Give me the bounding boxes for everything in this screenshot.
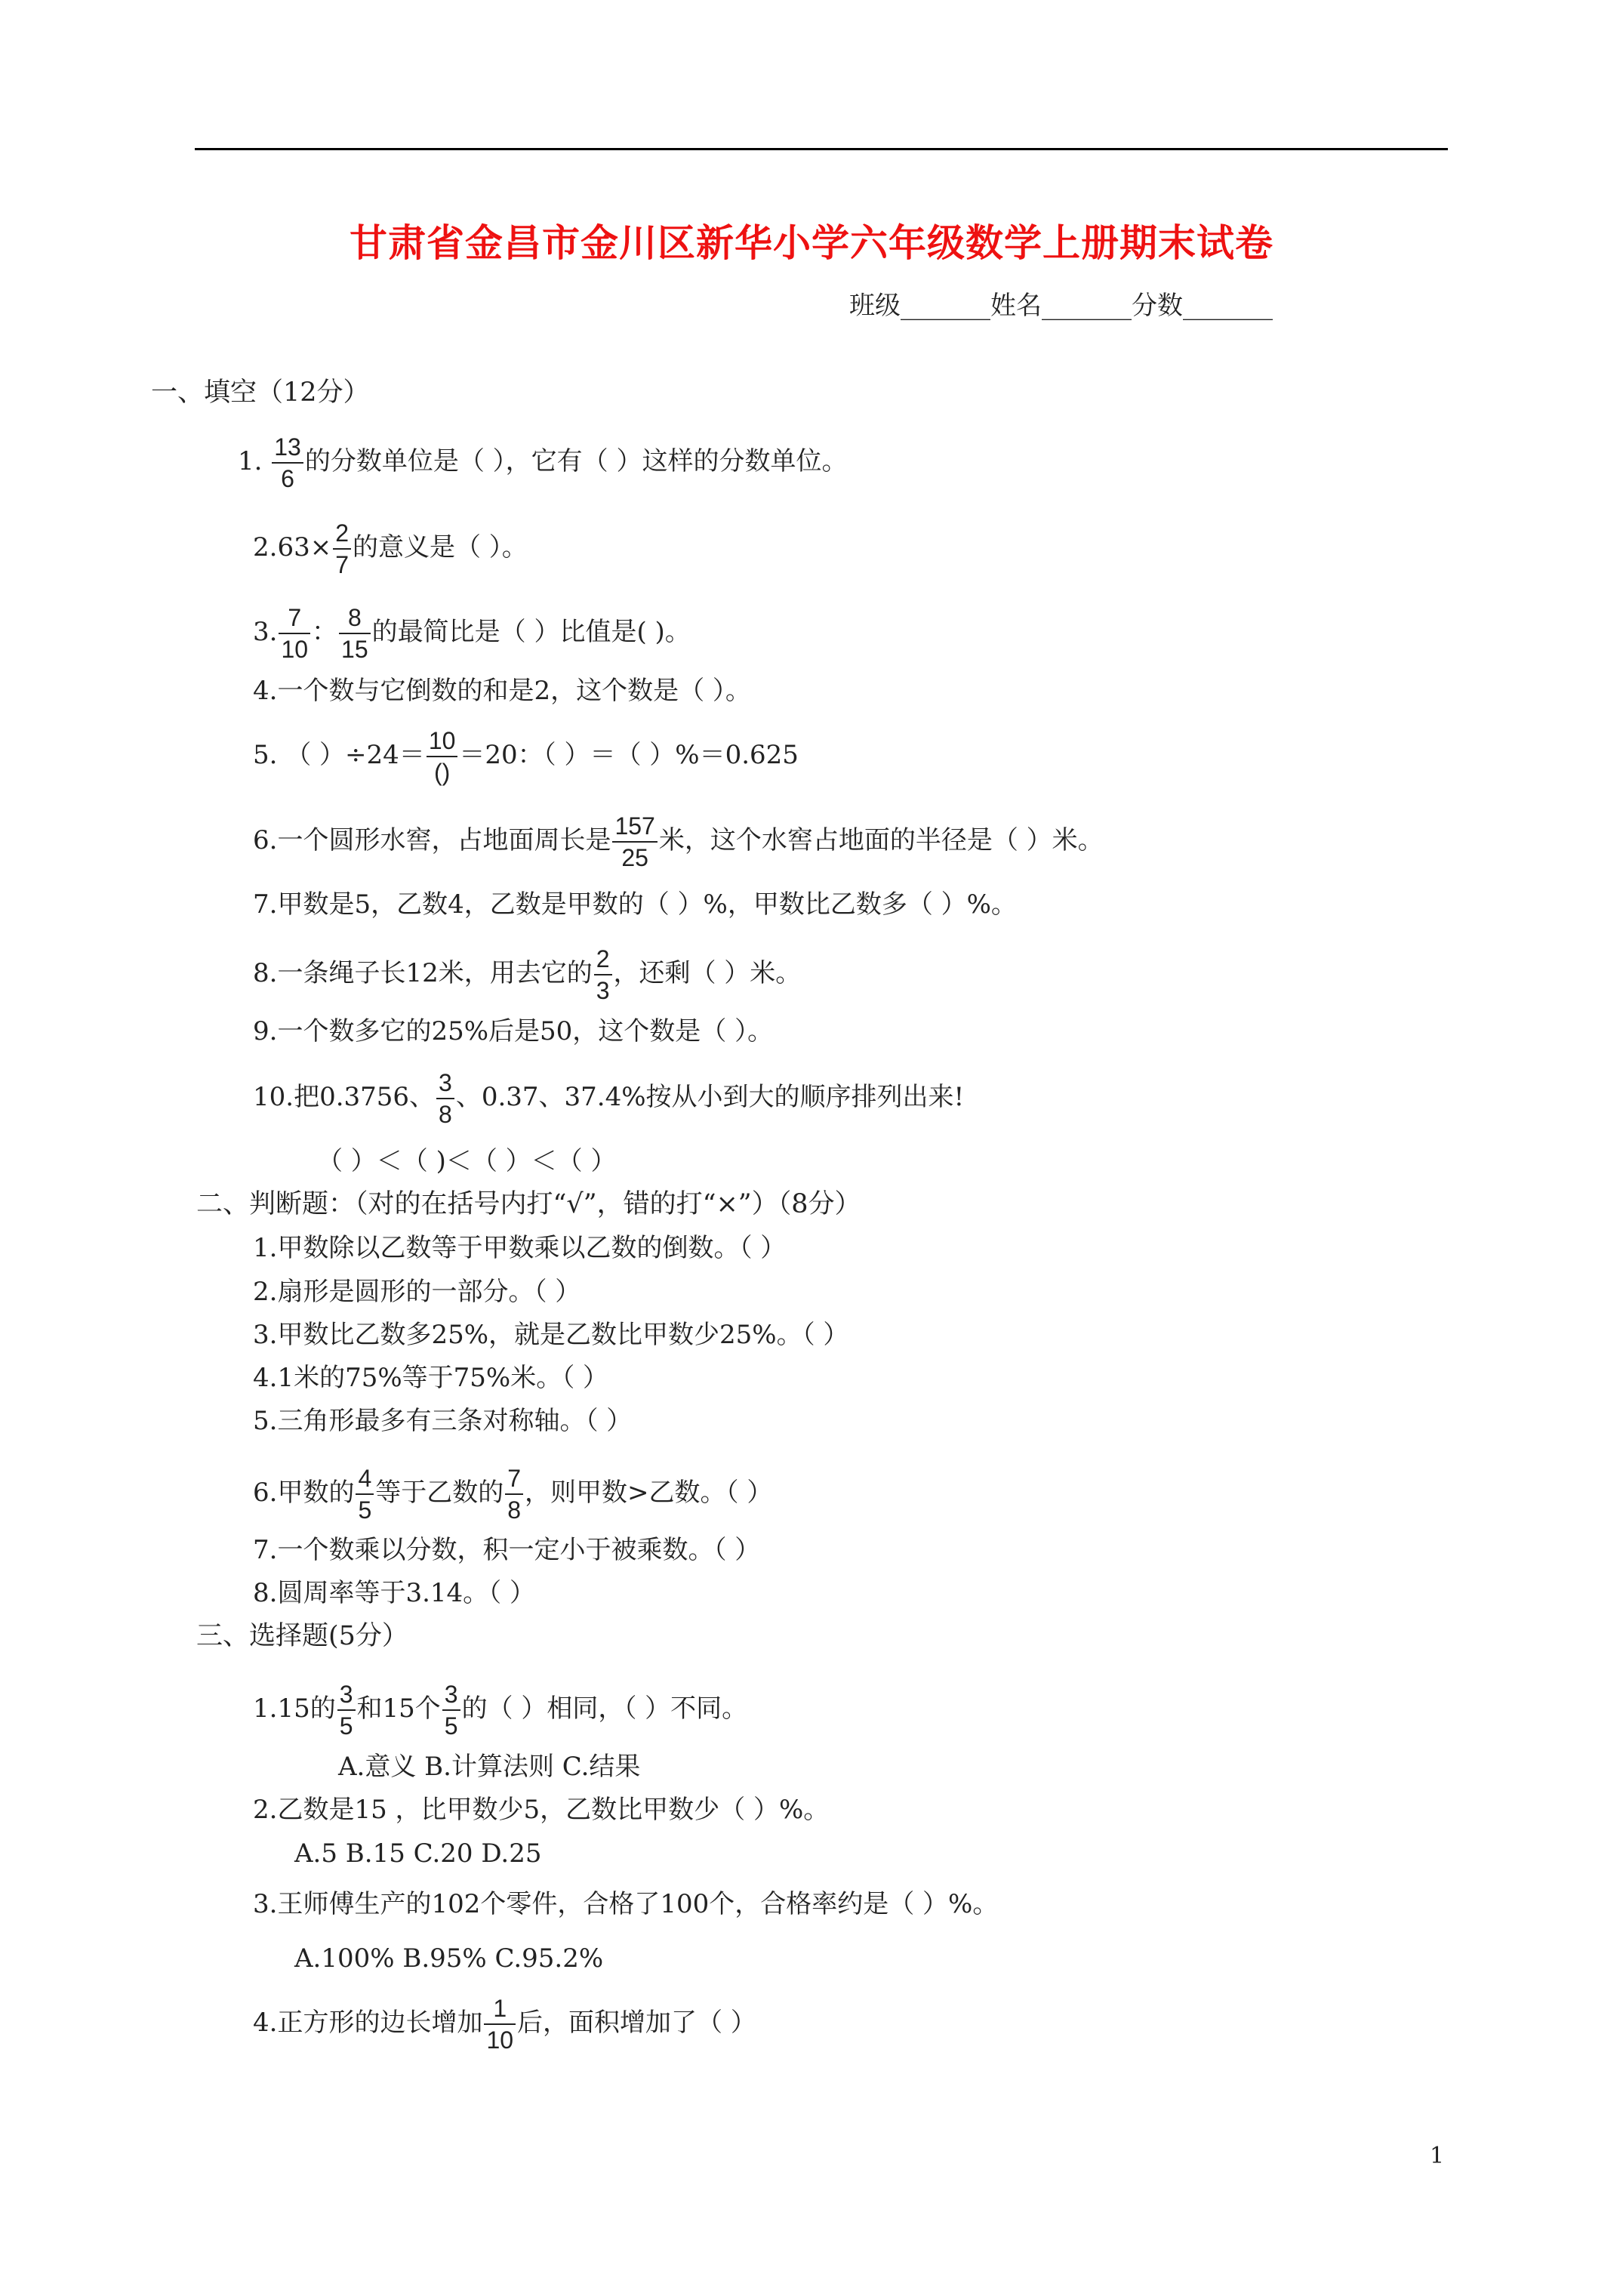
s3-question-4: 4.正方形的边长增加 $\frac{1}{10}$ 后，面积增加了（ ） [253, 1995, 756, 2054]
fraction: $\frac{3}{5}$ [442, 1682, 460, 1738]
s1-question-10-answer-line: （ ）＜（ )＜（ ）＜（ ） [317, 1146, 617, 1176]
header-rule [195, 148, 1448, 150]
s1-question-8: 8.一条绳子长12米，用去它的 $\frac{2}{3}$ ，还剩（ ）米。 [253, 945, 802, 1004]
s2-question-4: 4.1米的75%等于75%米。（ ） [253, 1363, 609, 1393]
fraction: $\frac{10}{()}$ [427, 729, 458, 784]
s2-question-1: 1.甲数除以乙数等于甲数乘以乙数的倒数。（ ） [253, 1233, 787, 1263]
fraction: $\frac{13}{6}$ [272, 435, 303, 491]
s3-question-1: 1.15的 $\frac{3}{5}$ 和15个 $\frac{3}{5}$ 的（ ）相同，（ ）不同。 [253, 1681, 748, 1740]
s1-question-10: 10.把0.3756、 $\frac{3}{8}$ 、0.37、37.4%按从小到大的顺序排列出来! [253, 1069, 965, 1128]
s2-question-5: 5.三角形最多有三条对称轴。（ ） [253, 1406, 633, 1436]
section-3-heading: 三、选择题(5分） [196, 1621, 408, 1651]
s1-question-2: 2.63× $\frac{2}{7}$ 的意义是（ ）。 [253, 519, 528, 578]
fraction: $\frac{7}{10}$ [279, 606, 310, 661]
s1-question-1: 1. $\frac{13}{6}$ 的分数单位是（ ），它有（ ）这样的分数单位。 [238, 433, 848, 492]
s1-question-3: 3. $\frac{7}{10}$ ： $\frac{8}{15}$ 的最简比是（ ）比值是( )。 [253, 604, 691, 663]
fraction: $\frac{7}{8}$ [505, 1466, 523, 1522]
fraction: $\frac{157}{25}$ [612, 814, 657, 870]
section-2-heading: 二、判断题：（对的在括号内打“√”，错的打“×”）（8分） [196, 1189, 861, 1219]
s2-question-6: 6.甲数的 $\frac{4}{5}$ 等于乙数的 $\frac{7}{8}$ ，则甲数>乙数。（ ） [253, 1465, 773, 1524]
s1-question-5: 5. （ ）÷24＝ $\frac{10}{()}$ ＝20：（ ）＝（ ）%＝0.625 [253, 727, 799, 786]
s2-question-2: 2.扇形是圆形的一部分。（ ） [253, 1277, 581, 1307]
s3-question-2: 2.乙数是15 ，比甲数少5，乙数比甲数少（ ）%。 [253, 1795, 830, 1825]
section-1-heading: 一、填空（12分） [151, 378, 370, 408]
s1-question-6: 6.一个圆形水窖，占地面周长是 $\frac{157}{25}$ 米，这个水窖占地面的半径是（ ）米。 [253, 812, 1104, 871]
fraction: $\frac{2}{3}$ [594, 947, 612, 1003]
fraction: $\frac{2}{7}$ [333, 521, 351, 577]
s2-question-8: 8.圆周率等于3.14。（ ） [253, 1578, 535, 1608]
s3-question-3-options: A.100% B.95% C.95.2% [294, 1943, 604, 1974]
page-number: 1 [1430, 2143, 1445, 2169]
fraction: $\frac{3}{5}$ [337, 1682, 356, 1738]
fraction: $\frac{1}{10}$ [484, 1996, 516, 2052]
s2-question-7: 7.一个数乘以分数，积一定小于被乘数。（ ） [253, 1535, 761, 1565]
s3-question-2-options: A.5 B.15 C.20 D.25 [294, 1838, 542, 1869]
s3-question-1-options: A.意义 B.计算法则 C.结果 [338, 1752, 641, 1782]
s2-question-3: 3.甲数比乙数多25%，就是乙数比甲数少25%。（ ） [253, 1320, 849, 1350]
fraction: $\frac{3}{8}$ [436, 1071, 454, 1126]
s1-question-7: 7.甲数是5，乙数4，乙数是甲数的（ ）%，甲数比乙数多（ ）%。 [253, 889, 1017, 920]
fraction: $\frac{8}{15}$ [339, 606, 371, 661]
s1-question-9: 9.一个数多它的25%后是50，这个数是（ ）。 [253, 1016, 774, 1046]
exam-title: 甘肃省金昌市金川区新华小学六年级数学上册期末试卷 [350, 220, 1273, 265]
s1-question-4: 4.一个数与它倒数的和是2，这个数是（ ）。 [253, 676, 751, 706]
s3-question-3: 3.王师傅生产的102个零件，合格了100个，合格率约是（ ）%。 [253, 1889, 999, 1919]
fraction: $\frac{4}{5}$ [356, 1466, 374, 1522]
student-info-line: 班级_______姓名_______分数_______ [849, 291, 1273, 321]
